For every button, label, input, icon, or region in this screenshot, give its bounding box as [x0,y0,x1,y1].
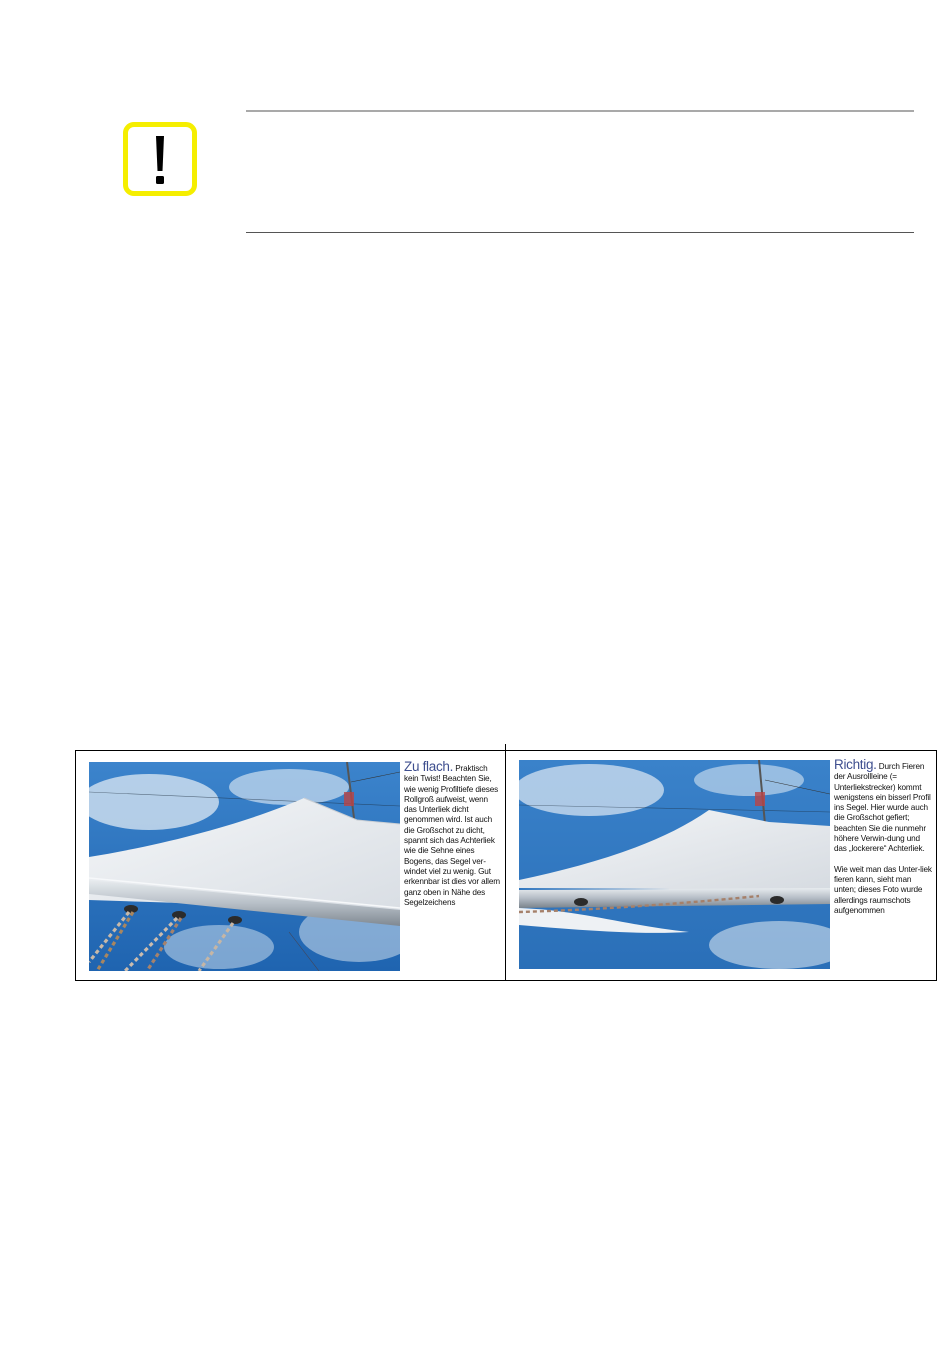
sail-photo-correct [519,760,830,969]
notice-top-rule [246,110,914,112]
notice-bottom-rule [246,232,914,233]
caption-text-2: Wie weit man das Unter-liek fieren kann, sieht man unten; dieses Foto wurde allerdings raumschots aufgenommen [834,864,932,915]
caption-correct [834,758,932,916]
exclamation-warning-icon [123,122,197,196]
caption-text: Praktisch kein Twist! Beachten Sie, wie wenig Profiltiefe dieses Rollgroß aufweist, wenn das Unterliek dicht genommen wird. Ist auch die Großschot zu dicht, spannt sich das Achterliek wie die Sehne eines Bogens, das Segel ver-windet viel zu wenig. Gut erkennbar ist dies vor allem ganz oben in Nähe des Segelzeichens [404,764,500,907]
caption-heading: Richtig. [834,757,877,772]
caption-text: Durch Fieren der Ausrollleine (= Unterliekstrecker) kommt wenigstens ein bisserl Profil ins Segel. Hier wurde auch die Großschot gefiert; beachten Sie die nunmehr höhere Verwin-dung und das „lockerere“ Achterliek. [834,762,931,854]
caption-heading: Zu flach. [404,759,454,774]
panel-divider [505,744,506,981]
sail-photo-flat [89,762,400,971]
caption-flat [404,760,500,908]
